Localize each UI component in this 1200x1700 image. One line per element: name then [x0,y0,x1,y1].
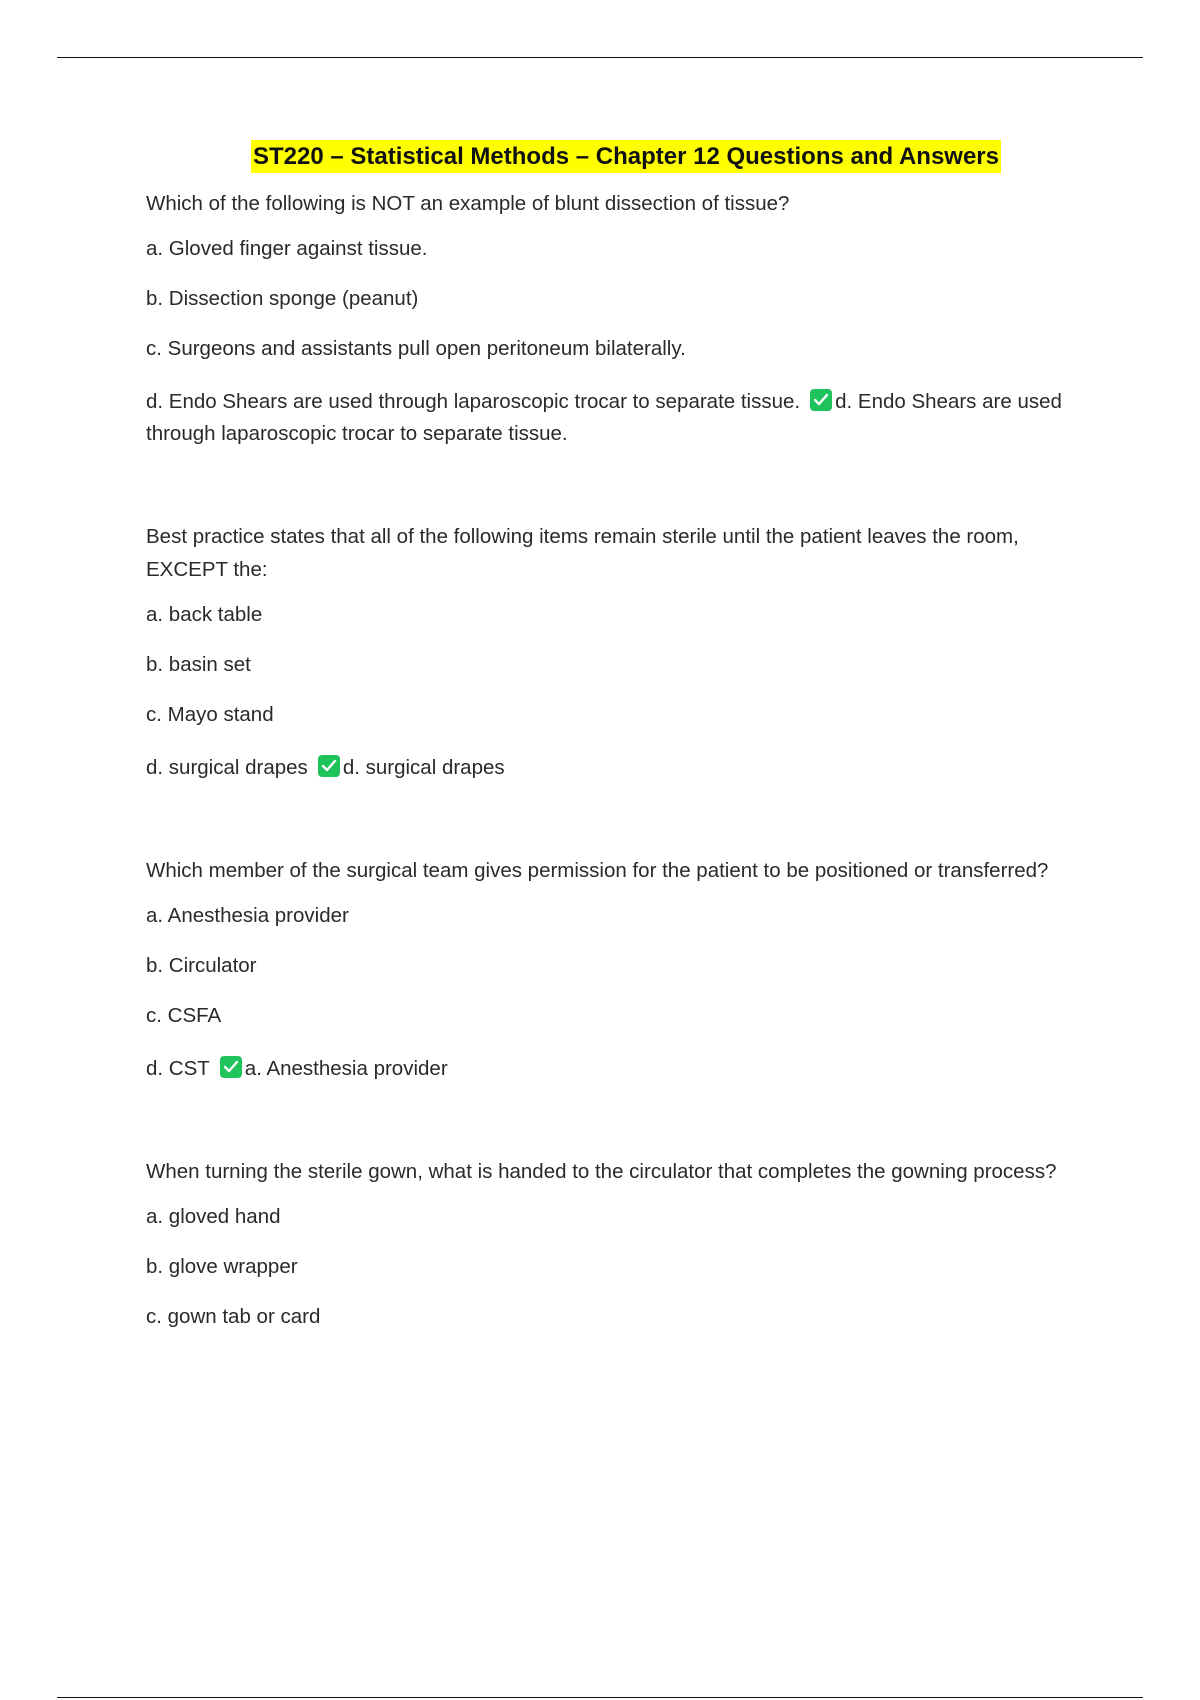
question-text: When turning the sterile gown, what is handed to the circulator that completes the gowning process? [146,1160,1057,1183]
option-d-with-answer [146,386,1076,450]
check-icon [318,755,340,777]
option-b: b. Circulator [146,954,257,977]
spacer [146,450,1076,520]
question-text: Which of the following is NOT an example of blunt dissection of tissue? [146,192,790,215]
document-title: ST220 – Statistical Methods – Chapter 12 Questions and Answers [251,140,1001,173]
question-4 [146,1155,1076,1330]
check-icon [810,389,832,411]
option-a: a. gloved hand [146,1205,281,1228]
question-3 [146,854,1076,1085]
spacer [146,1085,1076,1155]
option-b: b. basin set [146,653,251,676]
option-d-with-answer [146,752,1076,784]
check-icon [220,1056,242,1078]
option-c: c. gown tab or card [146,1305,321,1328]
document-page [146,140,1076,1354]
option-b: b. glove wrapper [146,1255,298,1278]
answer-text: a. Anesthesia provider [244,1057,448,1080]
answer-text: d. Endo Shears are used through laparoscopic trocar to separate tissue. [146,390,1062,445]
option-b: b. Dissection sponge (peanut) [146,287,419,310]
bottom-rule [57,1697,1143,1698]
question-text: Which member of the surgical team gives permission for the patient to be positioned or transferred? [146,859,1049,882]
option-d: d. CST [146,1057,210,1080]
option-a: a. Gloved finger against tissue. [146,237,428,260]
option-d: d. surgical drapes [146,756,308,779]
answer-text: d. surgical drapes [342,756,505,779]
option-a: a. Anesthesia provider [146,904,349,927]
question-text: Best practice states that all of the following items remain sterile until the patient leaves the room, EXCEPT the: [146,525,1019,581]
option-c: c. Surgeons and assistants pull open peritoneum bilaterally. [146,337,686,360]
option-c: c. CSFA [146,1004,222,1027]
spacer [146,784,1076,854]
option-d-with-answer [146,1053,1076,1085]
question-2 [146,520,1076,784]
question-1 [146,187,1076,450]
option-d: d. Endo Shears are used through laparoscopic trocar to separate tissue. [146,390,801,413]
title-wrap [146,140,1076,173]
top-rule [57,57,1143,58]
option-a: a. back table [146,603,263,626]
option-c: c. Mayo stand [146,703,274,726]
